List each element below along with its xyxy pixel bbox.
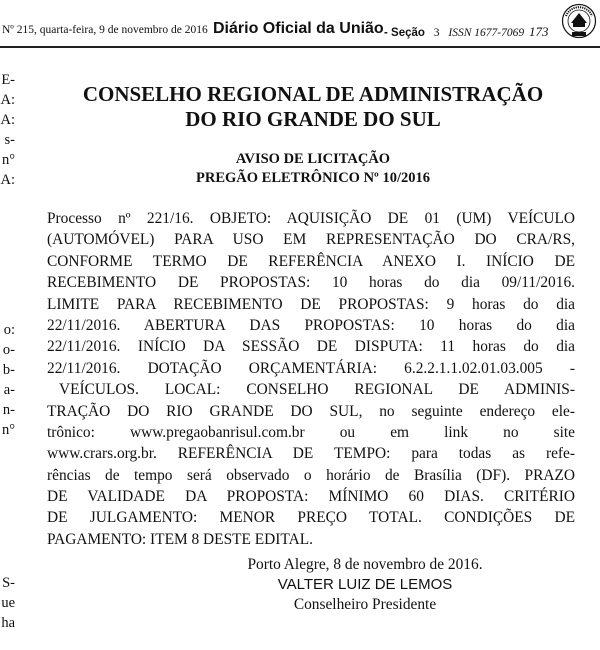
issn: ISSN 1677-7069: [448, 27, 525, 39]
header-rule: [0, 46, 600, 48]
signer-role: Conselheiro Presidente: [293, 596, 437, 613]
body-line: Processo nº 221/16. OBJETO: AQUISIÇÃO DE 01 (UM) VEÍCULO: [47, 210, 575, 227]
body-line: 22/11/2016. ABERTURA DAS PROPOSTAS: 10 horas do dia: [47, 316, 575, 334]
issue-info: Nº 215, quarta-feira, 9 de novembro de 2016: [2, 24, 208, 36]
fragment: A:: [0, 112, 15, 128]
fragment: A:: [0, 92, 15, 108]
body-line: trônico: www.pregaobanrisul.com.br ou em link no site: [47, 423, 575, 441]
imprensa-nacional-seal-icon: [561, 3, 597, 39]
left-column-fragments: [0, 70, 15, 190]
body-line: VEÍCULOS. LOCAL: CONSELHO REGIONAL DE ADMINIS-: [59, 381, 575, 399]
body-line: 22/11/2016. INÍCIO DA SESSÃO DE DISPUTA: 11 horas do dia: [47, 338, 575, 356]
journal-title: Diário Oficial da União: [213, 20, 384, 37]
body-line: LIMITE PARA RECEBIMENTO DE PROPOSTAS: 9 horas do dia: [47, 295, 575, 313]
signer-name: VALTER LUIZ DE LEMOS: [277, 576, 453, 593]
body-line: DE VALIDADE DA PROPOSTA: MÍNIMO 60 DIAS. CRITÉRIO: [47, 488, 575, 506]
section-info: [384, 24, 549, 40]
fragment: s-: [4, 132, 15, 148]
fragment: o-: [2, 342, 15, 358]
title-line-2: DO RIO GRANDE DO SUL: [185, 107, 441, 131]
left-column-fragments-bottom: [0, 573, 15, 633]
fragment: A:: [0, 172, 15, 188]
signature-block: [200, 555, 530, 615]
body-line: www.crars.org.br. REFERÊNCIA DE TEMPO: para todas as refe-: [47, 445, 575, 463]
fragment: n°: [1, 422, 15, 438]
page-header: [0, 0, 600, 44]
fragment: E-: [1, 72, 15, 88]
fragment: b-: [2, 362, 15, 378]
subtitle-line-2: PREGÃO ELETRÔNICO Nº 10/2016: [196, 170, 430, 186]
fragment: o:: [3, 322, 15, 338]
body-line: PAGAMENTO: ITEM 8 DESTE EDITAL.: [47, 530, 313, 548]
notice-body: [47, 208, 575, 550]
fragment: n°: [1, 152, 15, 168]
fragment: ue: [1, 595, 15, 611]
place-date: Porto Alegre, 8 de novembro de 2016.: [247, 556, 483, 573]
fragment: ha: [1, 615, 15, 631]
section-number: 3: [433, 27, 440, 39]
fragment: S-: [2, 575, 15, 591]
subtitle-line-1: AVISO DE LICITAÇÃO: [235, 151, 391, 167]
left-column-fragments-mid: [0, 320, 15, 440]
body-line: CONFORME TERMO DE REFERÊNCIA ANEXO I. INÍCIO DE: [47, 252, 575, 270]
body-line: TRAÇÃO DO RIO GRANDE DO SUL, no seguinte endereço ele-: [47, 402, 575, 420]
notice-subtitle: [28, 150, 598, 188]
body-line: 22/11/2016. DOTAÇÃO ORÇAMENTÁRIA: 6.2.2.1.1.02.01.03.005 -: [47, 359, 575, 377]
body-line: RECEBIMENTO DE PROPOSTAS: 10 horas do dia 09/11/2016.: [47, 274, 575, 292]
body-line: (AUTOMÓVEL) PARA USO EM REPRESENTAÇÃO DO CRA/RS,: [47, 231, 575, 249]
section-label: - Seção: [384, 27, 425, 39]
fragment: n-: [2, 402, 15, 418]
body-line: DE JULGAMENTO: MENOR PREÇO TOTAL. CONDIÇÕES DE: [47, 509, 575, 527]
notice-title: [28, 82, 598, 132]
body-line: rências de tempo será observado o horário de Brasília (DF). PRAZO: [47, 466, 575, 484]
page-number: 173: [529, 24, 549, 39]
title-line-1: CONSELHO REGIONAL DE ADMINISTRAÇÃO: [82, 82, 544, 106]
fragment: a-: [3, 382, 15, 398]
